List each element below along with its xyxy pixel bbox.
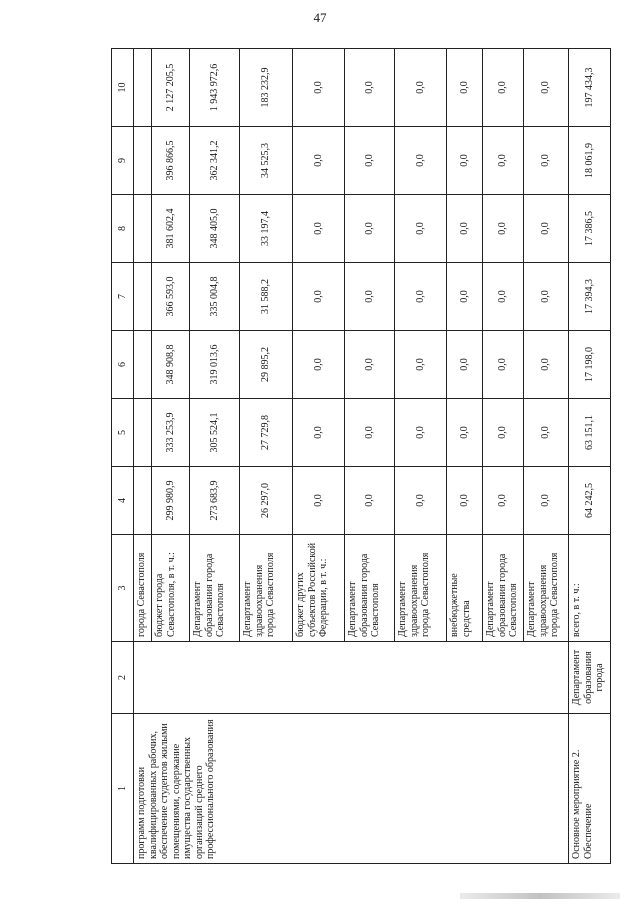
value-cell: 26 297,0 bbox=[240, 467, 293, 535]
value-cell bbox=[134, 195, 152, 263]
value-cell: 0,0 bbox=[345, 127, 395, 195]
header-row bbox=[112, 49, 134, 864]
value-cell: 33 197,4 bbox=[240, 195, 293, 263]
source-cell: Департамент здравоохранения города Севастополя bbox=[240, 535, 293, 642]
value-cell: 197 434,3 bbox=[569, 49, 611, 127]
source-cell: Департамент образования города Севастополя bbox=[483, 535, 524, 642]
value-cell: 0,0 bbox=[483, 195, 524, 263]
value-cell: 0,0 bbox=[293, 399, 345, 467]
value-cell: 17 198,0 bbox=[569, 331, 611, 399]
value-cell: 1 943 972,6 bbox=[190, 49, 240, 127]
table-row bbox=[134, 49, 152, 864]
value-cell: 0,0 bbox=[293, 49, 345, 127]
value-cell: 0,0 bbox=[447, 399, 483, 467]
table-row bbox=[569, 49, 611, 864]
value-cell: 0,0 bbox=[447, 331, 483, 399]
value-cell: 18 061,9 bbox=[569, 127, 611, 195]
value-cell: 0,0 bbox=[483, 127, 524, 195]
value-cell: 0,0 bbox=[483, 49, 524, 127]
value-cell: 348 908,8 bbox=[152, 331, 190, 399]
header-cell: 7 bbox=[112, 263, 134, 331]
value-cell bbox=[134, 331, 152, 399]
value-cell: 0,0 bbox=[345, 263, 395, 331]
value-cell: 396 866,5 bbox=[152, 127, 190, 195]
value-cell: 0,0 bbox=[524, 195, 569, 263]
value-cell bbox=[134, 49, 152, 127]
value-cell: 34 525,3 bbox=[240, 127, 293, 195]
value-cell bbox=[134, 467, 152, 535]
page-number: 47 bbox=[313, 10, 327, 25]
measure-description-cell: Основное мероприятие 2. Обеспечение bbox=[569, 714, 611, 864]
header-cell: 2 bbox=[112, 642, 134, 714]
value-cell: 29 895,2 bbox=[240, 331, 293, 399]
value-cell: 0,0 bbox=[395, 127, 447, 195]
value-cell: 0,0 bbox=[524, 127, 569, 195]
value-cell: 31 588,2 bbox=[240, 263, 293, 331]
value-cell: 333 253,9 bbox=[152, 399, 190, 467]
header-cell: 3 bbox=[112, 535, 134, 642]
value-cell: 27 729,8 bbox=[240, 399, 293, 467]
source-cell: бюджет города Севастополя, в т. ч.: bbox=[152, 535, 190, 642]
value-cell: 0,0 bbox=[293, 331, 345, 399]
source-cell: Департамент здравоохранения города Севастополя bbox=[395, 535, 447, 642]
header-cell: 4 bbox=[112, 467, 134, 535]
source-cell: Департамент образования города Севастополя bbox=[345, 535, 395, 642]
value-cell: 0,0 bbox=[483, 399, 524, 467]
header-cell: 5 bbox=[112, 399, 134, 467]
source-cell: города Севастополя bbox=[134, 535, 152, 642]
value-cell: 0,0 bbox=[345, 399, 395, 467]
executor-cell bbox=[134, 642, 569, 714]
source-cell: внебюджетные средства bbox=[447, 535, 483, 642]
rotated-table-container bbox=[111, 49, 605, 864]
value-cell: 0,0 bbox=[345, 195, 395, 263]
value-cell: 0,0 bbox=[483, 467, 524, 535]
value-cell: 299 980,9 bbox=[152, 467, 190, 535]
value-cell: 273 683,9 bbox=[190, 467, 240, 535]
value-cell: 381 602,4 bbox=[152, 195, 190, 263]
value-cell: 0,0 bbox=[293, 467, 345, 535]
value-cell: 0,0 bbox=[345, 467, 395, 535]
value-cell: 64 242,5 bbox=[569, 467, 611, 535]
value-cell: 63 151,1 bbox=[569, 399, 611, 467]
value-cell: 0,0 bbox=[345, 49, 395, 127]
executor-cell: Департамент образования города bbox=[569, 642, 611, 714]
value-cell: 17 394,3 bbox=[569, 263, 611, 331]
source-cell: Департамент здравоохранения города Севастополя bbox=[524, 535, 569, 642]
value-cell: 362 341,2 bbox=[190, 127, 240, 195]
value-cell: 0,0 bbox=[524, 263, 569, 331]
value-cell: 2 127 205,5 bbox=[152, 49, 190, 127]
value-cell: 0,0 bbox=[293, 263, 345, 331]
header-cell: 10 bbox=[112, 49, 134, 127]
value-cell: 0,0 bbox=[483, 331, 524, 399]
value-cell bbox=[134, 127, 152, 195]
source-cell: Департамент образования города Севастополя bbox=[190, 535, 240, 642]
value-cell: 348 405,0 bbox=[190, 195, 240, 263]
value-cell: 305 524,1 bbox=[190, 399, 240, 467]
value-cell: 0,0 bbox=[395, 399, 447, 467]
value-cell: 0,0 bbox=[395, 49, 447, 127]
value-cell: 0,0 bbox=[395, 331, 447, 399]
value-cell: 0,0 bbox=[524, 399, 569, 467]
source-cell: бюджет других субъектов Российской Федерации, в т. ч.: bbox=[293, 535, 345, 642]
value-cell: 0,0 bbox=[293, 195, 345, 263]
value-cell: 0,0 bbox=[524, 467, 569, 535]
source-cell: всего, в т. ч.: bbox=[569, 535, 611, 642]
header-cell: 8 bbox=[112, 195, 134, 263]
value-cell: 0,0 bbox=[447, 195, 483, 263]
value-cell: 0,0 bbox=[395, 467, 447, 535]
value-cell: 319 013,6 bbox=[190, 331, 240, 399]
value-cell: 0,0 bbox=[447, 467, 483, 535]
measure-description-cell: программ подготовки квалифицированных рабочих, обеспечение студентов жилыми помещениями, содержание имущества государственных организаций среднего профессионального образования bbox=[134, 714, 569, 864]
value-cell: 17 386,5 bbox=[569, 195, 611, 263]
value-cell: 183 232,9 bbox=[240, 49, 293, 127]
value-cell: 0,0 bbox=[447, 49, 483, 127]
header-cell: 6 bbox=[112, 331, 134, 399]
value-cell: 0,0 bbox=[447, 127, 483, 195]
header-cell: 9 bbox=[112, 127, 134, 195]
funding-table bbox=[111, 48, 611, 864]
value-cell: 0,0 bbox=[524, 331, 569, 399]
value-cell: 0,0 bbox=[524, 49, 569, 127]
scan-artifact bbox=[460, 893, 620, 899]
value-cell bbox=[134, 263, 152, 331]
value-cell: 335 004,8 bbox=[190, 263, 240, 331]
value-cell: 0,0 bbox=[483, 263, 524, 331]
value-cell: 0,0 bbox=[395, 195, 447, 263]
value-cell: 0,0 bbox=[447, 263, 483, 331]
value-cell: 366 593,0 bbox=[152, 263, 190, 331]
header-cell: 1 bbox=[112, 714, 134, 864]
value-cell bbox=[134, 399, 152, 467]
value-cell: 0,0 bbox=[345, 331, 395, 399]
value-cell: 0,0 bbox=[293, 127, 345, 195]
value-cell: 0,0 bbox=[395, 263, 447, 331]
